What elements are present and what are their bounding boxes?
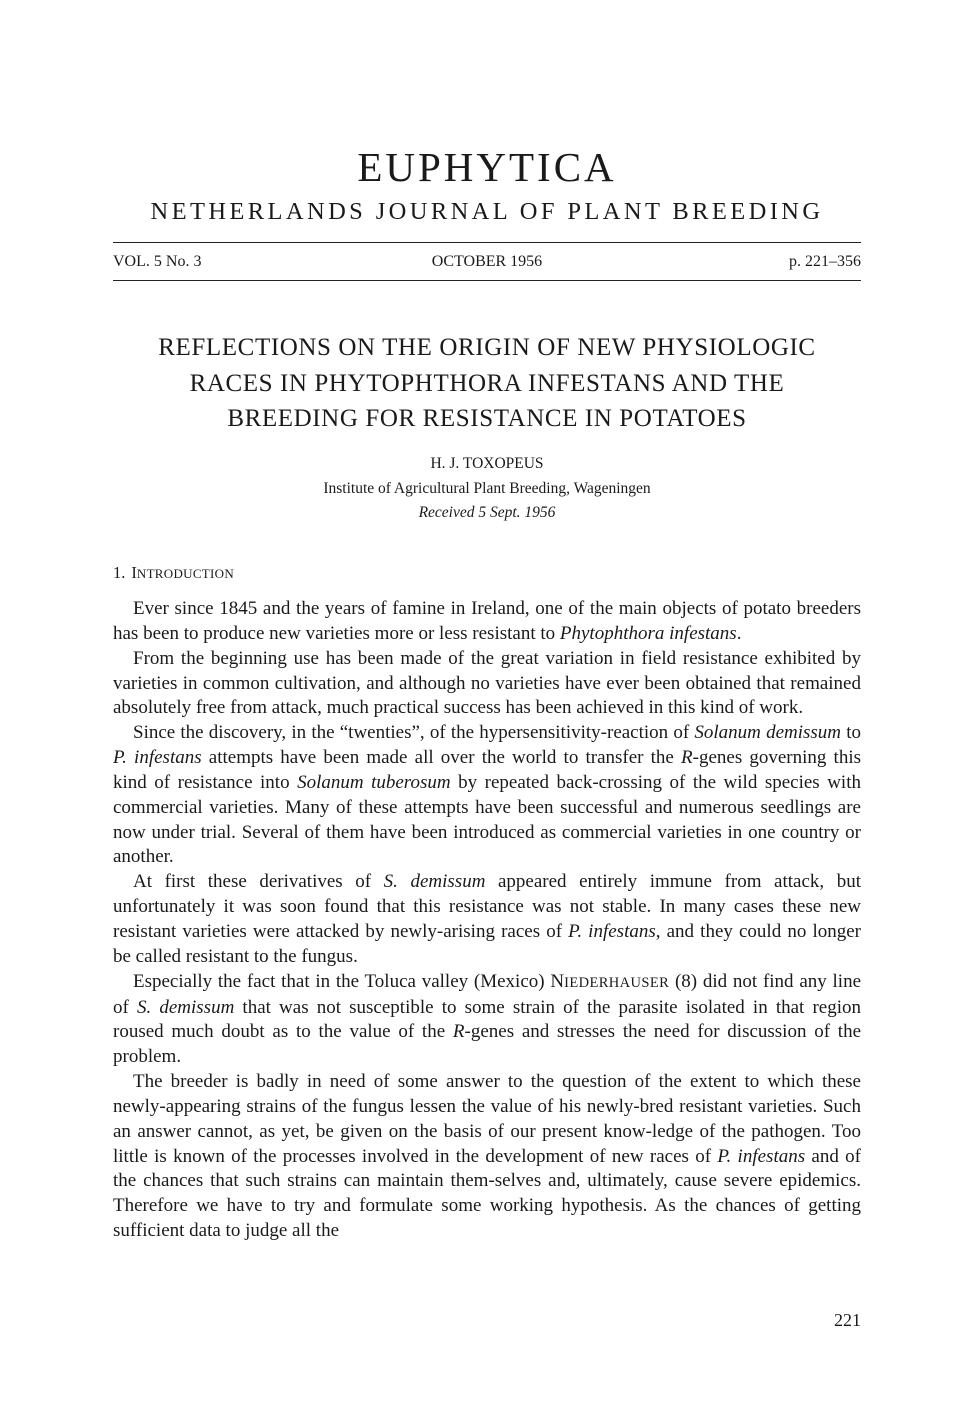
paragraph [113, 597, 861, 647]
italic-run: P. infestans [113, 747, 202, 769]
body-text [113, 597, 861, 1244]
author-citation-initial: N [550, 970, 565, 992]
italic-run: Phytophthora infestans [559, 622, 737, 644]
page-number: 221 [834, 1310, 861, 1330]
italic-run: R [452, 1021, 465, 1043]
text-run: Since the discovery, in the “twenties”, of the hypersensitivity-reaction of [133, 722, 695, 744]
paragraph [113, 647, 861, 722]
author-citation: IEDERHAUSER [564, 974, 670, 991]
italic-run: Solanum demissum [694, 722, 842, 744]
italic-run: P. infestans [568, 920, 656, 942]
section-heading [113, 562, 234, 585]
paragraph [113, 970, 861, 1070]
issue-date: OCTOBER 1956 [431, 253, 543, 270]
text-run: to [841, 722, 862, 744]
italic-run: Solanum tuberosum [297, 771, 451, 793]
journal-title: EUPHYTICA [357, 144, 617, 190]
paragraph [113, 870, 861, 969]
italic-run: P. infestans [717, 1145, 806, 1167]
text-run: , and they could no longer be called resistant to the fungus. [113, 920, 861, 967]
section-title-rest: NTRODUCTION [136, 566, 235, 581]
article-title-line: RACES IN PHYTOPHTHORA INFESTANS AND THE [189, 369, 785, 397]
italic-run: R [681, 747, 693, 769]
text-run: From the beginning use has been made of the great variation in field resistance exhibited by varieties in common cultivation, and although no varieties have ever been obtained that remained absolutely free from attack, much practical success has been achieved in this kind of work. [113, 647, 861, 719]
text-run: The breeder is badly in need of some answer to the question of the extent to which these newly-appearing strains of the fungus lessen the value of his newly-bred resistant varieties. Such an answer cannot, as yet, be given on the basis of our present know-ledge of the pathogen. Too little is known of the processes involved in the development of new races of [113, 1071, 861, 1167]
page-range: p. 221–356 [789, 253, 861, 270]
paragraph [113, 1070, 861, 1244]
text-run: Ever since 1845 and the years of famine in Ireland, one of the main objects of potato breeders has been to produce new varieties more or less resistant to [113, 598, 861, 644]
text-run: -genes governing this kind of resistance into [113, 747, 862, 793]
received-date: Received 5 Sept. 1956 [418, 504, 556, 521]
header-rule-bottom [113, 280, 861, 281]
issue-info-row [113, 250, 861, 274]
section-initial: I [131, 563, 137, 582]
text-run: Especially the fact that in the Toluca valley (Mexico) [133, 970, 551, 992]
author-affiliation: Institute of Agricultural Plant Breeding, Wageningen [323, 480, 651, 497]
article-title-line: REFLECTIONS ON THE ORIGIN OF NEW PHYSIOLOGIC [158, 334, 816, 361]
volume-number: VOL. 5 No. 3 [113, 253, 202, 270]
section-number: 1. [113, 563, 126, 582]
article-title [113, 330, 861, 437]
text-run: attempts have been made all over the world to transfer the [201, 747, 682, 769]
text-run: -genes and stresses the need for discussion of the problem. [113, 1021, 861, 1068]
header-rule-top [113, 242, 861, 243]
text-run: by repeated back-crossing of the wild species with commercial varieties. Many of these attempts have been successful and numerous seedlings are now under trial. Several of them have been introduced as commercial varieties in one country or another. [113, 771, 861, 868]
author-name: H. J. TOXOPEUS [430, 455, 544, 472]
journal-subtitle: NETHERLANDS JOURNAL OF PLANT BREEDING [150, 198, 824, 225]
italic-run: S. demissum [136, 996, 235, 1018]
text-run: and of the chances that such strains can maintain them-selves and, ultimately, cause severe epidemics. Therefore we have to try and formulate some working hypothesis. As the chances of getting sufficient data to judge all the [113, 1145, 862, 1242]
text-run: appeared entirely immune from attack, but unfortunately it was soon found that this resistance was not stable. In many cases these new resistant varieties were attacked by newly-arising races of [113, 871, 861, 942]
text-run: (8) did not find any line of [113, 970, 861, 1018]
paragraph [113, 721, 861, 870]
article-title-line: BREEDING FOR RESISTANCE IN POTATOES [227, 405, 747, 432]
text-run: that was not susceptible to some strain of the parasite isolated in that region roused much doubt as to the value of the [113, 996, 861, 1043]
text-run: At first these derivatives of [133, 871, 384, 893]
text-run: . [736, 622, 742, 644]
italic-run: S. demissum [383, 871, 486, 893]
